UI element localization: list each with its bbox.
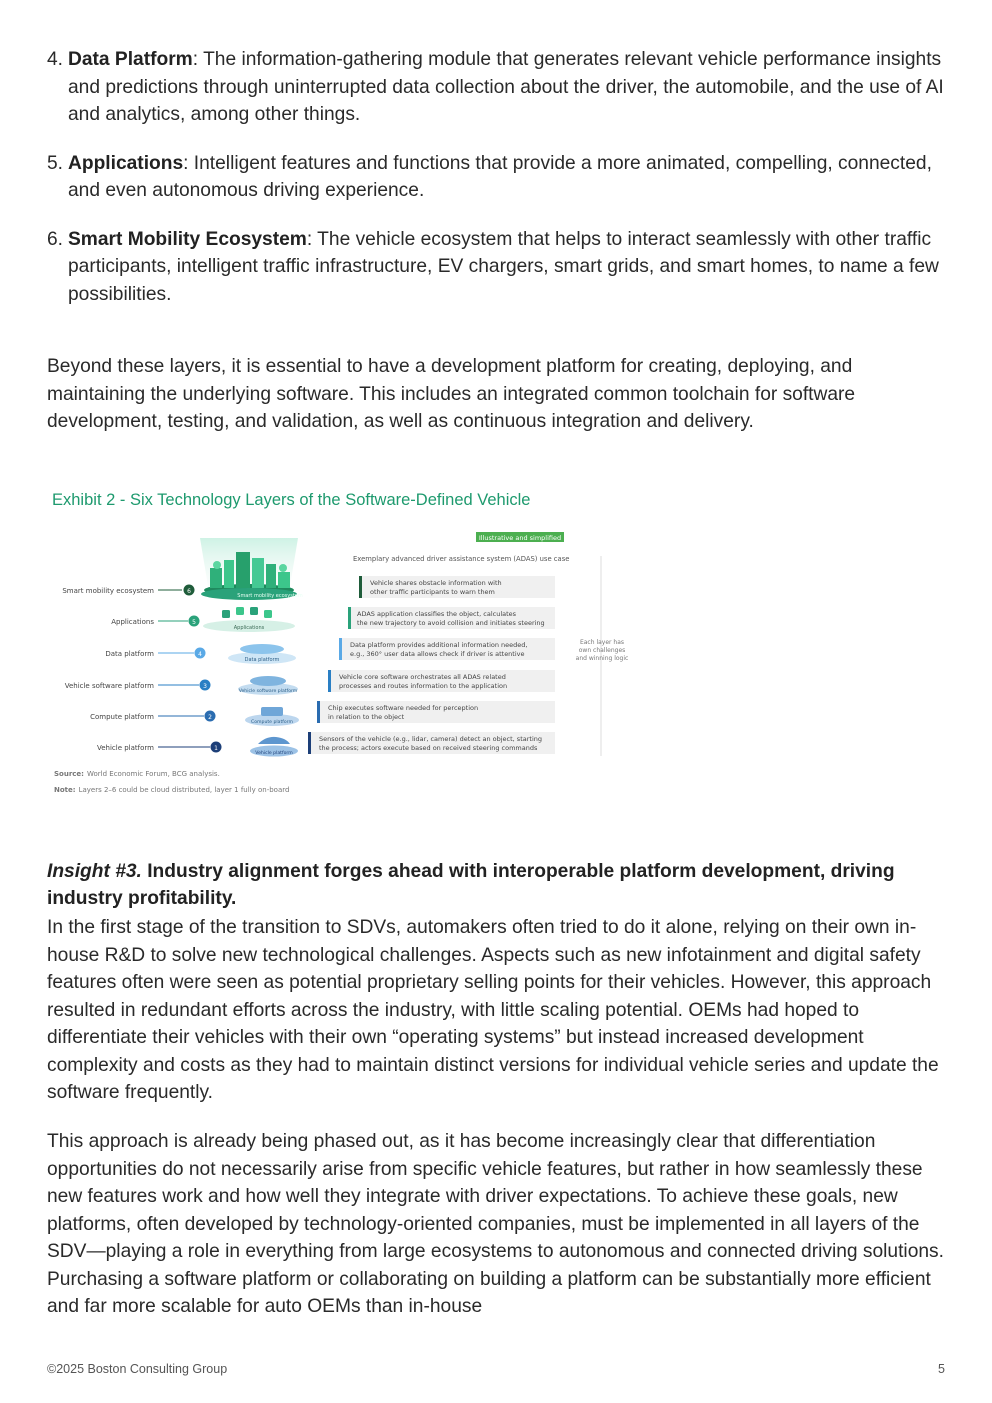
description-line: the new trajectory to avoid collision and initiates steering	[357, 619, 545, 627]
platform-label: Vehicle platform	[255, 751, 293, 756]
list-text: : The vehicle ecosystem that helps to interact seamlessly with other traffic participants, intelligent traffic infrastructure, EV chargers, smart grids, and smart homes, to name a few possibilities.	[68, 228, 939, 305]
platform-label: Data platform	[244, 657, 280, 663]
list-term: Smart Mobility Ecosystem	[68, 228, 307, 250]
page-number: 5	[938, 1362, 945, 1376]
layer-row-3	[65, 670, 555, 695]
list-number: 6.	[47, 228, 64, 250]
use-case-heading: Exemplary advanced driver assistance system (ADAS) use case	[353, 555, 570, 563]
source-text: World Economic Forum, BCG analysis.	[86, 770, 220, 778]
list-text: : Intelligent features and functions that provide a more animated, compelling, connected, and even autonomous driving experience.	[68, 152, 932, 201]
side-note	[576, 639, 629, 662]
insight-label: Insight #3.	[47, 861, 142, 882]
list-term: Applications	[68, 152, 184, 174]
layer-label: Applications	[111, 618, 154, 626]
platform-label: Vehicle software platform	[238, 689, 298, 694]
note-label: Note:	[54, 786, 76, 794]
description-line: Vehicle core software orchestrates all ADAS related	[339, 673, 506, 681]
layer-row-4	[105, 638, 555, 664]
layer-label: Vehicle platform	[96, 744, 154, 752]
numbered-list	[47, 46, 947, 329]
list-item	[47, 150, 947, 205]
paragraph-insight-1: In the first stage of the transition to SDVs, automakers often tried to do it alone, relying on their own in-house R&D to solve new technological challenges. Aspects such as new infotainment and digital safety features often were seen as potential proprietary selling points for their vehicles. However, this approach resulted in redundant efforts across the industry, with little scaling potential. OEMs had hoped to differentiate their vehicles with their own “operating systems” but instead increased development complexity and costs as they had to maintain distinct versions for individual vehicle series and update the software frequently.	[47, 917, 939, 1103]
layer-label: Vehicle software platform	[64, 682, 154, 690]
description-line: Chip executes software needed for perception	[328, 704, 479, 712]
platform-label: Compute platform	[251, 720, 293, 725]
list-text: : The information-gathering module that generates relevant vehicle performance insights and predictions through uninterrupted data collection about the driver, the automobile, and the use of AI and analytics, among other things.	[68, 49, 944, 125]
list-number: 5.	[47, 152, 64, 174]
side-note-line: and winning logic	[575, 655, 629, 662]
insight-heading-text: Industry alignment forges ahead with interoperable platform development, driving industry profitability.	[47, 861, 895, 909]
layer-label: Smart mobility ecosystem	[62, 587, 154, 595]
description-line: processes and routes information to the application	[339, 682, 508, 690]
insight-heading	[47, 858, 947, 912]
description-line: Sensors of the vehicle (e.g., lidar, camera) detect an object, starting	[319, 735, 542, 743]
platform-label: Applications	[233, 625, 265, 631]
description-line: ADAS application classifies the object, calculates	[357, 610, 517, 618]
list-term: Data Platform	[68, 49, 193, 70]
paragraph-beyond: Beyond these layers, it is essential to have a development platform for creating, deploying, and maintaining the underlying software. This includes an integrated common toolchain for software development, testing, and validation, as well as continuous integration and delivery.	[47, 356, 856, 432]
description-line: Data platform provides additional information needed,	[350, 641, 528, 649]
list-item	[47, 46, 947, 129]
note-line	[54, 786, 289, 794]
layer-number: 4	[198, 651, 202, 658]
layer-row-6	[62, 576, 555, 600]
layer-label: Compute platform	[90, 713, 154, 721]
source-label: Source:	[54, 770, 84, 778]
layer-row-1	[97, 732, 555, 757]
layer-number: 6	[187, 588, 191, 595]
layer-number: 2	[208, 714, 212, 721]
description-line: in relation to the object	[328, 713, 405, 721]
side-note-line: own challenges	[578, 647, 626, 654]
source-line	[54, 770, 220, 778]
layer-number: 5	[192, 619, 196, 626]
layer-row-2	[90, 701, 555, 726]
paragraph-insight-2: This approach is already being phased out, as it has become increasingly clear that differentiation opportunities do not necessarily arise from specific vehicle features, but rather in how seamlessly these new features work and how well they integrate with driver expectations. To achieve these goals, new platforms, often developed by technology-oriented companies, must be implemented in all layers of the SDV—playing a role in everything from large ecosystems to autonomous and connected driving solutions. Purchasing a software platform or collaborating on building a platform can be substantially more efficient and far more scalable for auto OEMs than in-house	[47, 1131, 944, 1317]
exhibit-title: Exhibit 2 - Six Technology Layers of the Software-Defined Vehicle	[52, 491, 531, 509]
layer-number: 3	[203, 683, 207, 690]
badge-text: Illustrative and simplified	[478, 534, 562, 542]
side-note-line: Each layer has	[579, 639, 625, 646]
platform-label: Smart mobility ecosystem	[237, 593, 303, 599]
note-text: Layers 2–6 could be cloud distributed, layer 1 fully on-board	[78, 786, 290, 794]
layer-label: Data platform	[105, 650, 154, 658]
layer-number: 1	[214, 745, 218, 752]
list-number: 4.	[47, 49, 64, 70]
list-item	[47, 226, 947, 309]
exhibit-figure	[52, 486, 629, 806]
description-line: e.g., 360° user data allows check if driver is attentive	[350, 650, 525, 658]
description-line: the process; actors execute based on received steering commands	[319, 744, 538, 752]
description-line: other traffic participants to warn them	[370, 588, 495, 596]
layer-row-5	[111, 607, 555, 632]
description-line: Vehicle shares obstacle information with	[370, 579, 502, 587]
layers-diagram	[52, 486, 629, 806]
footer-copyright: ©2025 Boston Consulting Group	[47, 1362, 228, 1376]
